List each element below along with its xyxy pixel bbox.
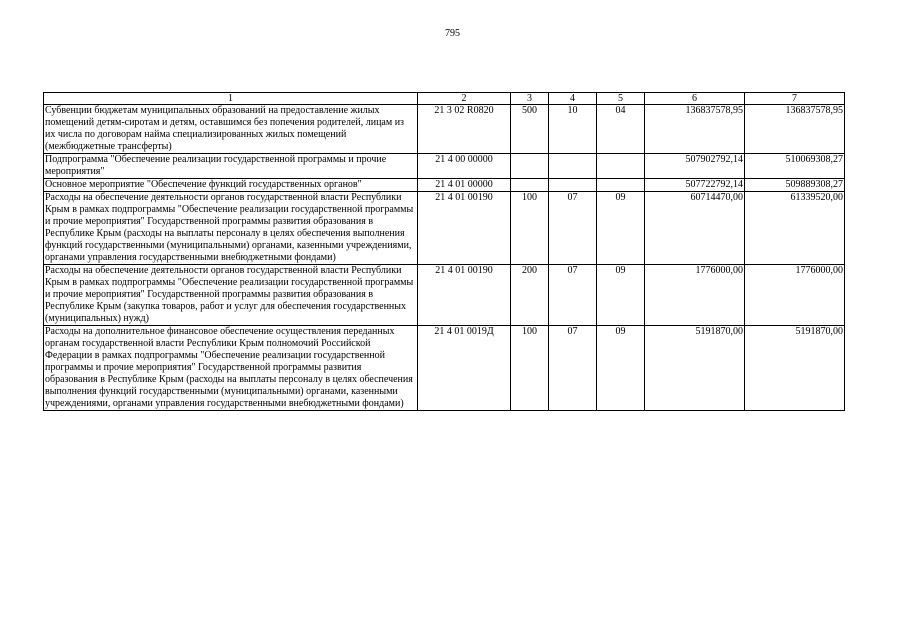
- section-code: [549, 154, 597, 179]
- budget-table: [43, 92, 845, 411]
- table-row: [44, 179, 845, 192]
- expense-description: Расходы на дополнительное финансовое обеспечение осуществления переданных органам государственной власти Республики Крым полномочий Российской Федерации в рамках подпрограммы "Обеспечение реализации государственной программы и прочие мероприятия" Государственной программы развития образования в Республике Крым (расходы на выплаты персоналу в целях обеспечения выполнения функций государственными (муниципальными) органами, казенными учреждениями, органами управления государственными внебюджетными фондами): [44, 326, 418, 411]
- target-article-code: 21 4 01 00190: [418, 192, 511, 265]
- column-header: 7: [745, 93, 845, 105]
- table-row: [44, 154, 845, 179]
- amount-year-2: 510069308,27: [745, 154, 845, 179]
- subsection-code: 09: [597, 192, 645, 265]
- subsection-code: 09: [597, 326, 645, 411]
- section-code: 07: [549, 326, 597, 411]
- expense-description: Расходы на обеспечение деятельности органов государственной власти Республики Крым в рамках подпрограммы "Обеспечение реализации государственной программы и прочие мероприятия" Государственной программы развития образования в Республике Крым (расходы на выплаты персоналу в целях обеспечения выполнения функций государственными (муниципальными) органами, казенными учреждениями, органами управления государственными внебюджетными фондами): [44, 192, 418, 265]
- column-header: 3: [511, 93, 549, 105]
- expense-description: Подпрограмма "Обеспечение реализации государственной программы и прочие мероприятия": [44, 154, 418, 179]
- expense-description: Субвенции бюджетам муниципальных образований на предоставление жилых помещений детям-сиротам и детям, оставшимся без попечения родителей, лицам из их числа по договорам найма специализированных жилых помещений (межбюджетные трансферты): [44, 105, 418, 154]
- table-row: [44, 265, 845, 326]
- amount-year-1: 507902792,14: [645, 154, 745, 179]
- subsection-code: 04: [597, 105, 645, 154]
- subsection-code: [597, 154, 645, 179]
- table-row: [44, 326, 845, 411]
- amount-year-2: 1776000,00: [745, 265, 845, 326]
- expense-description: Расходы на обеспечение деятельности органов государственной власти Республики Крым в рамках подпрограммы "Обеспечение реализации государственной программы и прочие мероприятия" Государственной программы развития образования в Республике Крым (закупка товаров, работ и услуг для обеспечения государственных (муниципальных) нужд): [44, 265, 418, 326]
- column-header: 6: [645, 93, 745, 105]
- target-article-code: 21 3 02 R0820: [418, 105, 511, 154]
- expense-type-code: 500: [511, 105, 549, 154]
- target-article-code: 21 4 01 00000: [418, 179, 511, 192]
- amount-year-1: 5191870,00: [645, 326, 745, 411]
- expense-type-code: 100: [511, 192, 549, 265]
- column-header: 2: [418, 93, 511, 105]
- amount-year-2: 61339520,00: [745, 192, 845, 265]
- target-article-code: 21 4 00 00000: [418, 154, 511, 179]
- subsection-code: 09: [597, 265, 645, 326]
- amount-year-2: 509889308,27: [745, 179, 845, 192]
- amount-year-1: 60714470,00: [645, 192, 745, 265]
- amount-year-2: 136837578,95: [745, 105, 845, 154]
- expense-description: Основное мероприятие "Обеспечение функций государственных органов": [44, 179, 418, 192]
- amount-year-1: 136837578,95: [645, 105, 745, 154]
- column-header: 1: [44, 93, 418, 105]
- section-code: 10: [549, 105, 597, 154]
- column-header: 5: [597, 93, 645, 105]
- expense-type-code: [511, 179, 549, 192]
- section-code: 07: [549, 265, 597, 326]
- column-header: 4: [549, 93, 597, 105]
- target-article-code: 21 4 01 0019Д: [418, 326, 511, 411]
- table-row: [44, 192, 845, 265]
- subsection-code: [597, 179, 645, 192]
- expense-type-code: 100: [511, 326, 549, 411]
- table-row: [44, 105, 845, 154]
- expense-type-code: 200: [511, 265, 549, 326]
- amount-year-1: 1776000,00: [645, 265, 745, 326]
- expense-type-code: [511, 154, 549, 179]
- target-article-code: 21 4 01 00190: [418, 265, 511, 326]
- amount-year-2: 5191870,00: [745, 326, 845, 411]
- column-number-row: [44, 93, 845, 105]
- section-code: 07: [549, 192, 597, 265]
- page-number: 795: [445, 28, 460, 39]
- amount-year-1: 507722792,14: [645, 179, 745, 192]
- section-code: [549, 179, 597, 192]
